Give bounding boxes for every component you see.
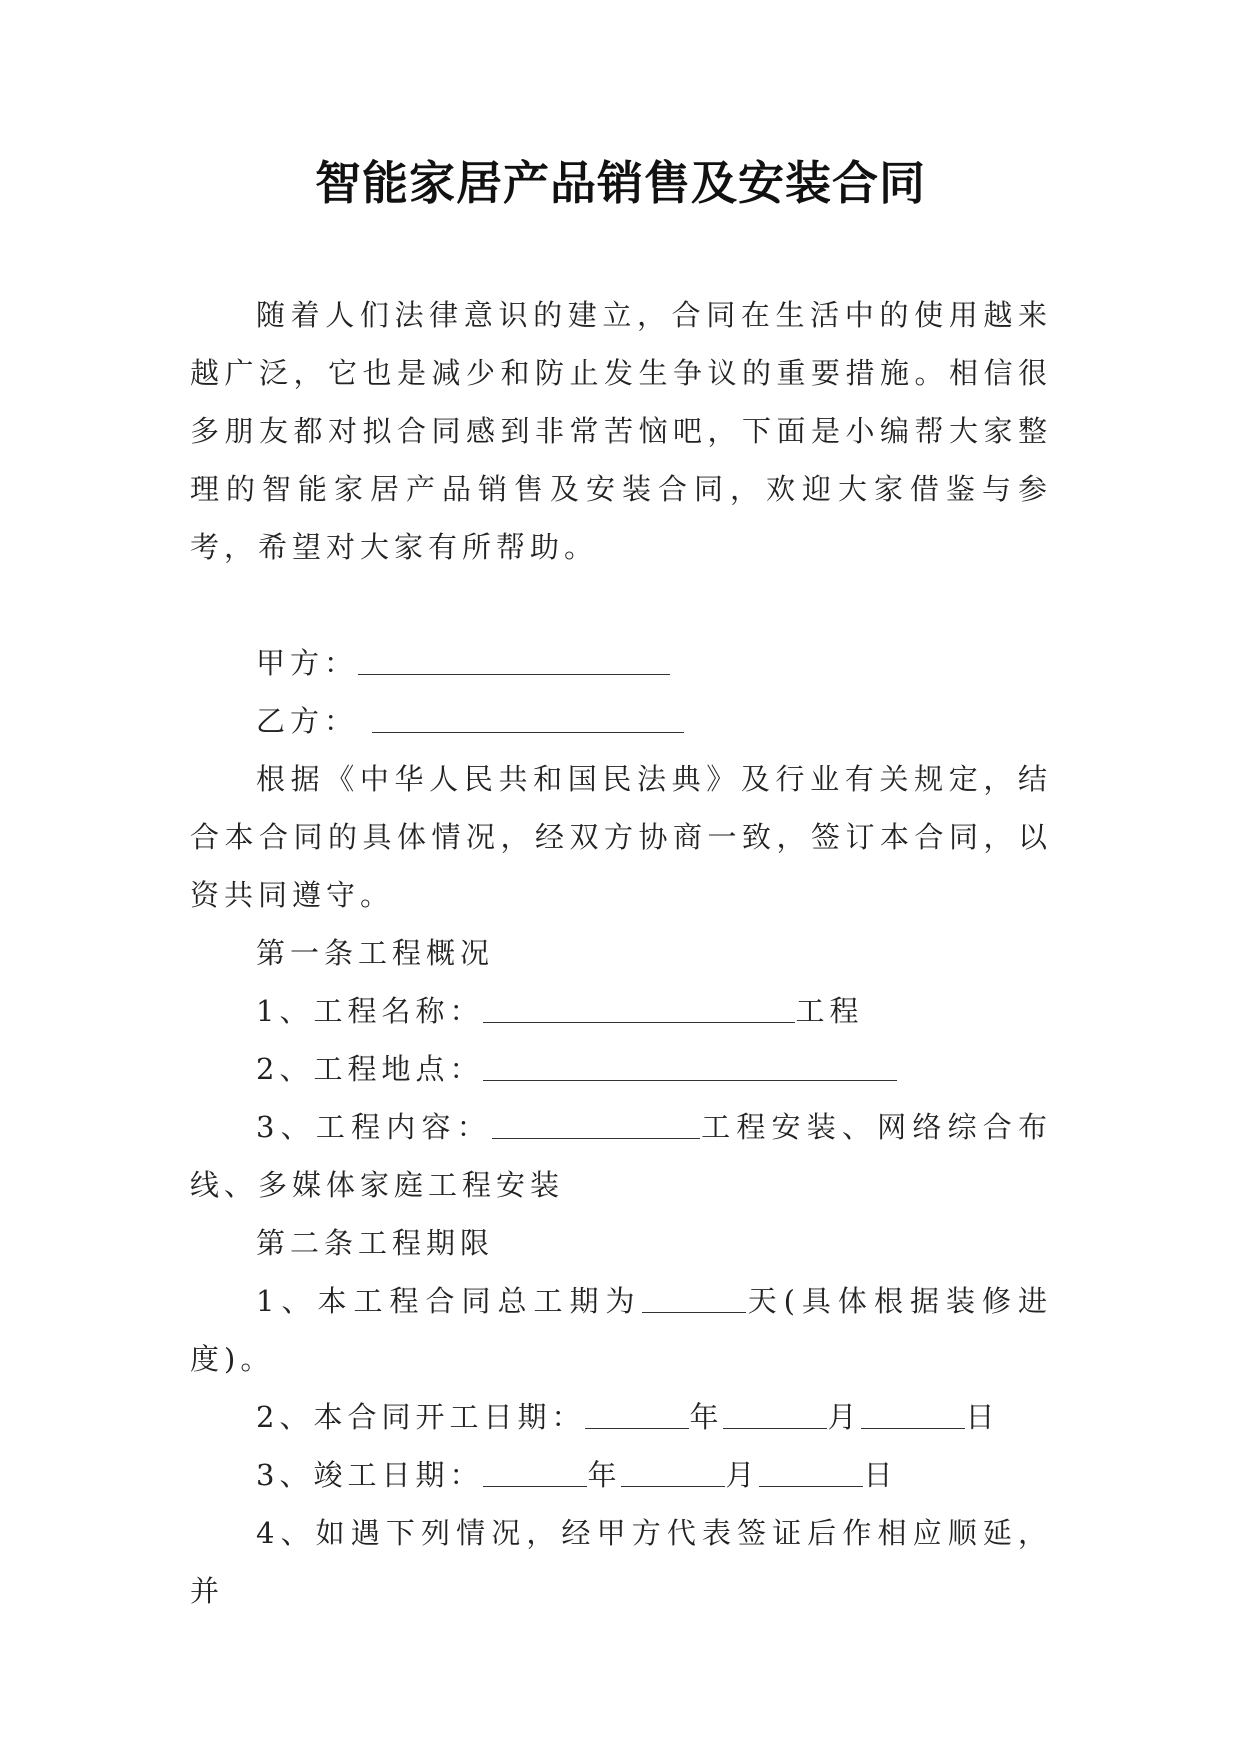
start-year-blank[interactable]: [585, 1398, 689, 1429]
project-content-suffix: 工程安装、网络综合布线、多媒体家庭工程安装: [190, 1110, 1052, 1202]
end-year-unit: 年: [587, 1458, 622, 1492]
total-duration-blank[interactable]: [642, 1282, 746, 1313]
party-b-line: [190, 692, 1052, 750]
document-body: [190, 286, 1052, 1620]
party-b-label: 乙方：: [256, 704, 359, 738]
party-a-blank[interactable]: [358, 644, 670, 675]
total-duration-label: 1、本工程合同总工期为: [256, 1284, 642, 1318]
item-2-2: [190, 1388, 1052, 1446]
project-name-label: 1、工程名称：: [256, 994, 484, 1028]
project-name-suffix: 工程: [795, 994, 864, 1028]
article-1-title: 第一条工程概况: [256, 936, 495, 970]
total-duration-suffix: 天(具体根据装修进度)。: [190, 1284, 1052, 1376]
project-name-blank[interactable]: [483, 992, 795, 1023]
end-day-blank[interactable]: [759, 1456, 863, 1487]
project-content-label: 3、工程内容：: [256, 1110, 492, 1144]
item-2-1: [190, 1272, 1052, 1388]
spacer: [190, 576, 1052, 634]
end-month-blank[interactable]: [621, 1456, 725, 1487]
start-day-blank[interactable]: [861, 1398, 965, 1429]
document-title: 智能家居产品销售及安装合同: [315, 156, 926, 210]
item-1-1: [190, 982, 1052, 1040]
end-month-unit: 月: [725, 1458, 760, 1492]
party-b-blank[interactable]: [372, 702, 684, 733]
completion-date-label: 3、竣工日期：: [256, 1458, 484, 1492]
intro-paragraph: 随着人们法律意识的建立，合同在生活中的使用越来越广泛，它也是减少和防止发生争议的重要措施。相信很多朋友都对拟合同感到非常苦恼吧，下面是小编帮大家整理的智能家居产品销售及安装合同，欢迎大家借鉴与参考，希望对大家有所帮助。: [190, 298, 1052, 564]
item-1-2: [190, 1040, 1052, 1098]
party-a-label: 甲方：: [256, 646, 359, 680]
item-2-3: [190, 1446, 1052, 1504]
start-date-label: 2、本合同开工日期：: [256, 1400, 586, 1434]
start-month-unit: 月: [827, 1400, 862, 1434]
end-year-blank[interactable]: [483, 1456, 587, 1487]
item-2-4: 4、如遇下列情况，经甲方代表签证后作相应顺延，并: [190, 1516, 1052, 1608]
project-location-blank[interactable]: [483, 1050, 897, 1081]
item-1-3: [190, 1098, 1052, 1214]
party-a-line: [190, 634, 1052, 692]
start-year-unit: 年: [689, 1400, 724, 1434]
basis-paragraph: 根据《中华人民共和国民法典》及行业有关规定，结合本合同的具体情况，经双方协商一致，签订本合同，以资共同遵守。: [190, 762, 1052, 912]
start-day-unit: 日: [965, 1400, 1000, 1434]
project-content-blank[interactable]: [492, 1108, 700, 1139]
project-location-label: 2、工程地点：: [256, 1052, 484, 1086]
end-day-unit: 日: [863, 1458, 898, 1492]
start-month-blank[interactable]: [723, 1398, 827, 1429]
article-2-title: 第二条工程期限: [256, 1226, 495, 1260]
